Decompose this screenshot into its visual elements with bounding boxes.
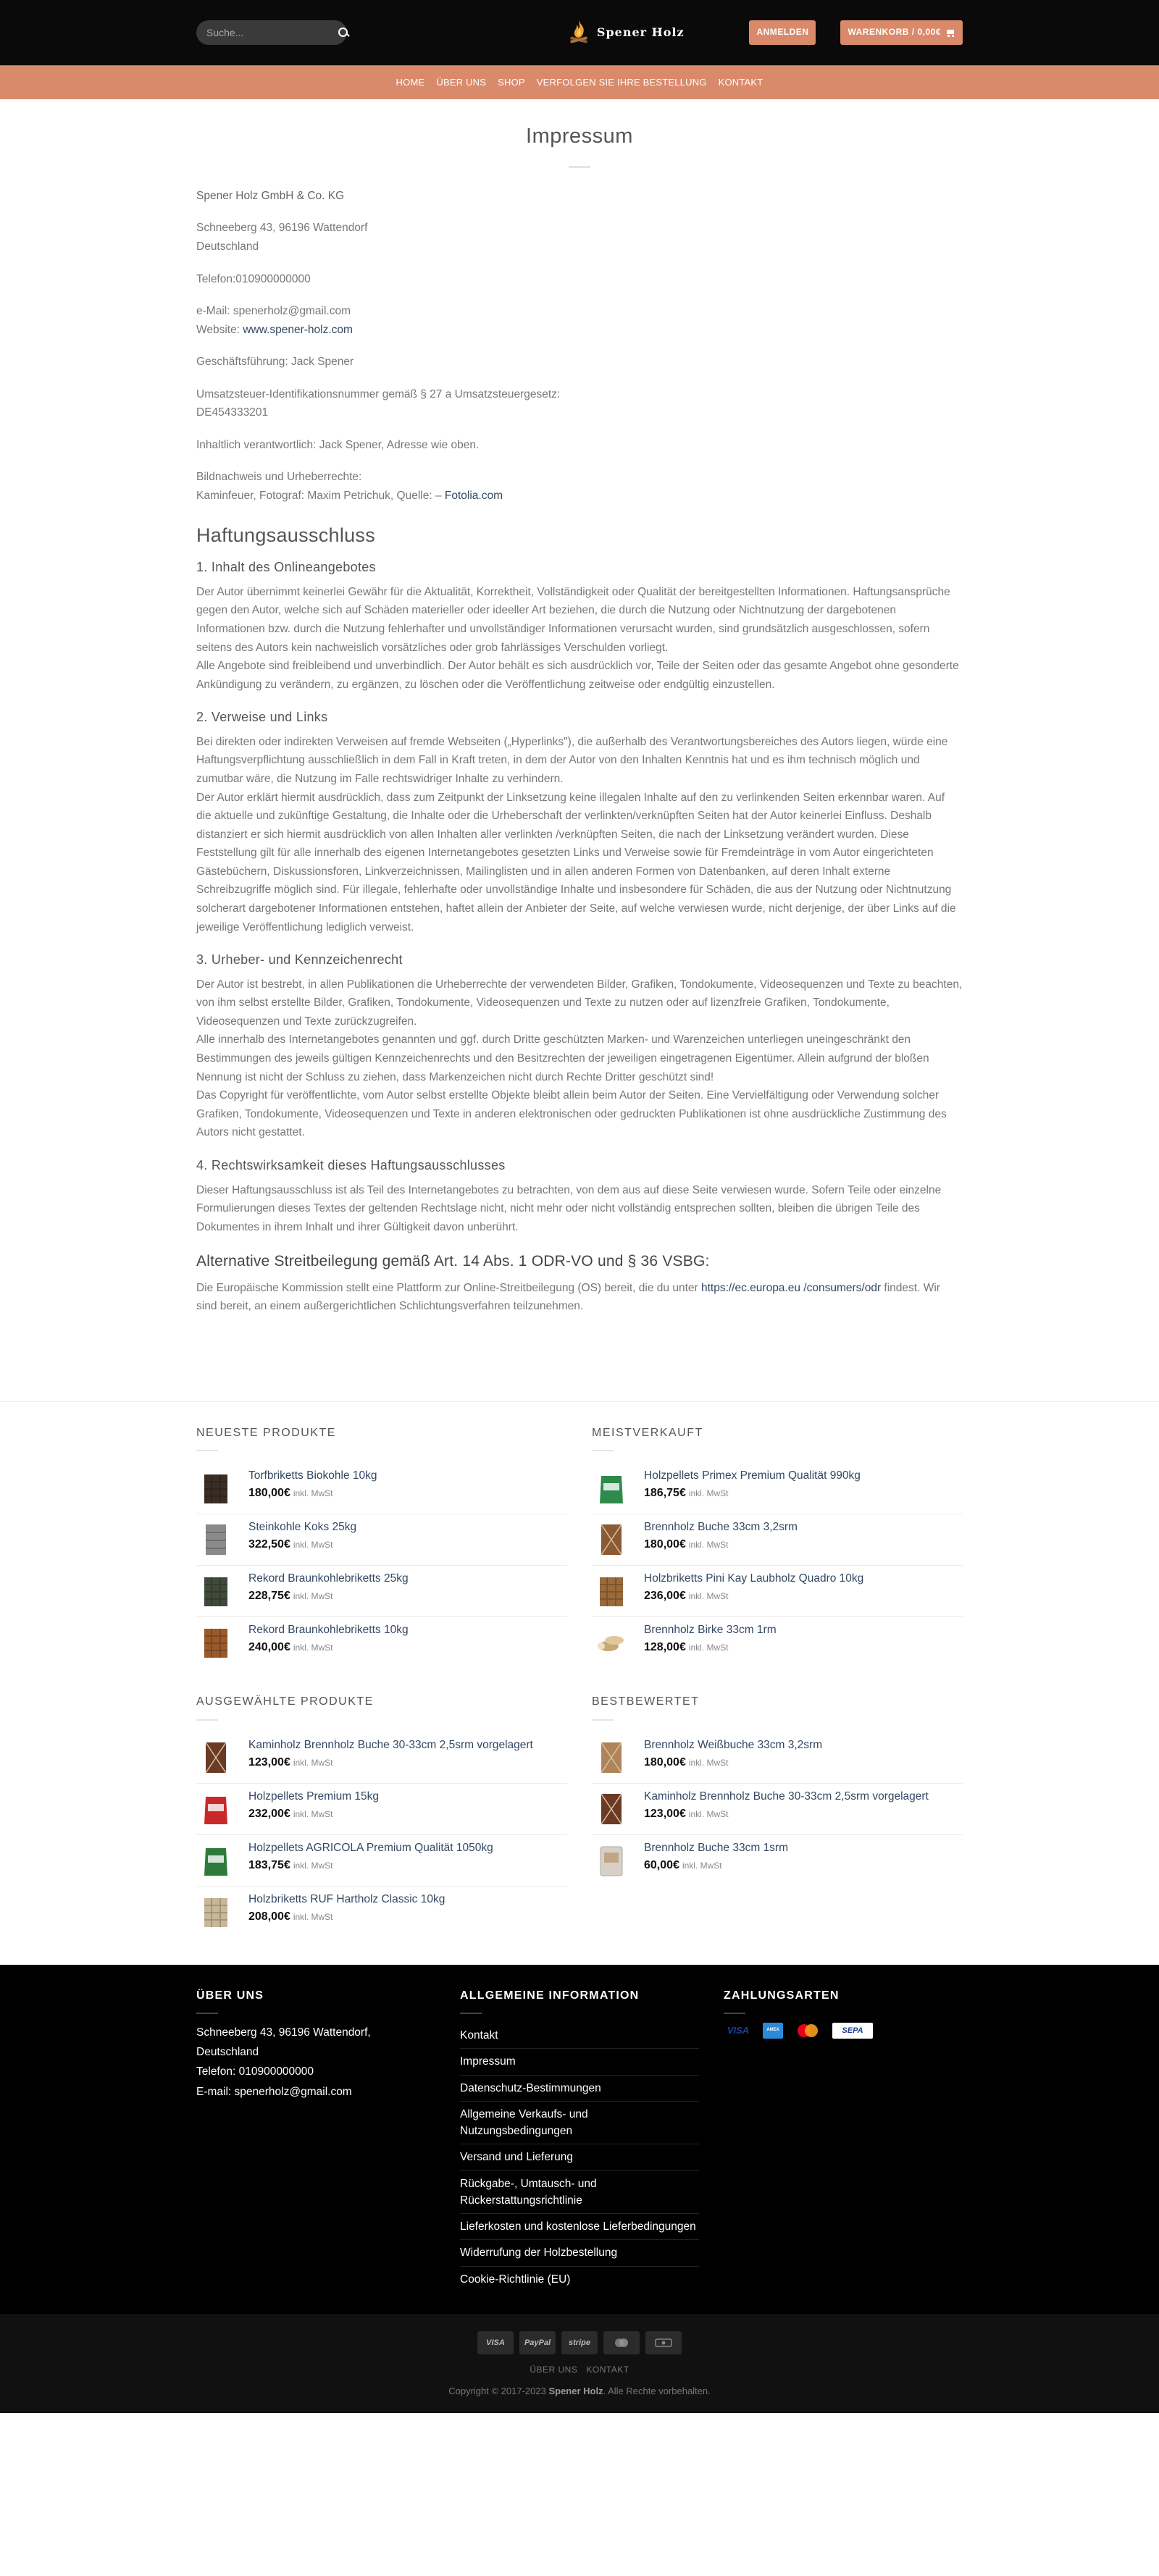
section-1-para-1: Der Autor übernimmt keinerlei Gewähr für die Aktualität, Korrektheit, Vollständigkeit oder Qualität der bereitgestellten Informationen. Haftungsansprüche gegen den Autor, welche sich auf Schäden materieller oder ideeller Art beziehen, die durch die Nutzung oder Nichtnutzung der dargebotenen Informationen bzw. durch die Nutzung fehlerhafter und unvollständiger Informationen verursacht wurden, sind grundsätzlich ausgeschlossen, sofern seitens des Autors kein nachweislich vorsätzliches oder grob fahrlässiges Verschulden vorliegt. — [196, 585, 950, 654]
section-3-para-2: Alle innerhalb des Internetangebotes genannten und ggf. durch Dritte geschützten Marken- und Warenzeichen unterliegen uneingeschränkt den Bestimmungen des jeweils gültigen Kennzeichenrechts und den Besitzrechten der jeweiligen eingetragenen Eigentümer. Allein aufgrund der bloßen Nennung ist nicht der Schluss zu ziehen, dass Markenzeichen nicht durch Rechte Dritter geschützt sind! — [196, 1033, 929, 1083]
product-item[interactable] — [592, 1732, 963, 1784]
product-name[interactable]: Brennholz Weißbuche 33cm 3,2srm — [644, 1738, 823, 1751]
product-item[interactable] — [592, 1784, 963, 1835]
product-thumbnail[interactable] — [592, 1572, 631, 1611]
firewood-bag-icon — [595, 1842, 627, 1879]
price-value: 180,00€ — [644, 1538, 686, 1551]
price-value: 60,00€ — [644, 1858, 679, 1871]
nav-contact[interactable]: KONTAKT — [718, 77, 763, 88]
product-thumbnail[interactable] — [196, 1841, 235, 1880]
page-title: Impressum — [526, 125, 633, 148]
campfire-logo-icon — [568, 19, 590, 46]
footer-bottom — [0, 2314, 1159, 2413]
image-credits-text: Kaminfeuer, Fotograf: Maxim Petrichuk, Quelle: – — [196, 490, 445, 503]
product-name[interactable]: Torfbriketts Biokohle 10kg — [248, 1469, 377, 1482]
briquette-pallet-icon — [200, 1573, 232, 1609]
section-3-heading: 3. Urheber- und Kennzeichenrecht — [196, 952, 403, 968]
copyright — [0, 2383, 1159, 2399]
alt-dispute-text — [196, 1279, 963, 1316]
product-widgets — [0, 1401, 1159, 1937]
product-name[interactable]: Holzbriketts RUF Hartholz Classic 10kg — [248, 1892, 445, 1905]
stripe-icon: stripe — [561, 2331, 598, 2354]
product-thumbnail[interactable] — [592, 1841, 631, 1880]
cash-on-delivery-icon — [645, 2331, 682, 2354]
footer-address: Schneeberg 43, 96196 Wattendorf, Deutschland — [196, 2026, 371, 2059]
section-2-para-2: Der Autor erklärt hiermit ausdrücklich, dass zum Zeitpunkt der Linksetzung keine illegalen Inhalte auf den zu verlinkenden Seiten erkennbar waren. Auf die aktuelle und zukünftige Gestaltung, die Inhalte oder die Urheberschaft der verlinkten/verknüpften Seiten hat der Autor keinerlei Einfluss. Deshalb distanziert er sich hiermit ausdrücklich von allen Inhalten aller verlinkten /verknüpften Seiten, die nach der Linksetzung verändert wurden. Diese Feststellung gilt für alle innerhalb des eigenen Internetangebotes gesetzten Links und Verweise sowie für Fremdeinträge in vom Autor eingerichteten Gästebüchern, Diskussionsforen, Linkverzeichnissen, Mailinglisten und in allen anderen Formen von Datenbanken, auf deren Inhalt externe Schreibzugriffe möglich sind. Für illegale, fehlerhafte oder unvollständige Inhalte und insbesondere für Schäden, die aus der Nutzung oder Nichtnutzung solcherart dargebotener Informationen entstehen, haftet allein der Anbieter der Seite, auf welche verwiesen wurde, nicht derjenige, der über Links auf die jeweilige Veröffentlichung lediglich verweist. — [196, 791, 956, 934]
odr-link[interactable]: https://ec.europa.eu /consumers/odr — [700, 1281, 882, 1294]
footer-info-link[interactable]: Allgemeine Verkaufs- und Nutzungsbedingungen — [460, 2102, 699, 2145]
firewood-crate-icon — [595, 1740, 627, 1776]
address-line-1: Schneeberg 43, 96196 Wattendorf — [196, 222, 368, 235]
toprated-products-heading: BESTBEWERTET — [592, 1695, 700, 1708]
pellet-bag-icon — [200, 1791, 232, 1827]
vat-label: Umsatzsteuer-Identifikationsnummer gemäß § 27 a Umsatzsteuergesetz: — [196, 387, 561, 400]
email-text: e-Mail: spenerholz@gmail.com — [196, 305, 351, 318]
section-3-para-1: Der Autor ist bestrebt, in allen Publikationen die Urheberrechte der verwendeten Bilder, Grafiken, Tondokumente, Videosequenzen und Texte zu beachten, von ihm selbst erstellte Bilder, Grafiken, Tondokumente, Videosequenzen und Texte zu nutzen oder auf lizenzfreie Grafiken, Tondokumente, Videosequenzen und Texte zurückzugreifen. — [196, 978, 963, 1028]
product-price — [644, 1638, 777, 1657]
product-item[interactable] — [196, 1835, 567, 1887]
company-name: Spener Holz GmbH & Co. KG — [196, 189, 345, 202]
price-value: 128,00€ — [644, 1641, 686, 1654]
section-1-para-2: Alle Angebote sind freibleibend und unverbindlich. Der Autor behält es sich ausdrücklich vor, Teile der Seiten oder das gesamte Angebot ohne gesonderte Ankündigung zu verändern, zu ergänzen, zu löschen oder die Veröffentlichung zeitweise oder endgültig einzustellen. — [196, 660, 959, 691]
product-name[interactable]: Brennholz Birke 33cm 1rm — [644, 1624, 777, 1637]
footer-info-link[interactable]: Kontakt — [460, 2023, 699, 2049]
product-name[interactable]: Holzpellets Premium 15kg — [248, 1790, 380, 1803]
toprated-products — [592, 1692, 963, 1937]
product-price — [644, 1484, 861, 1503]
bestseller-products-heading: MEISTVERKAUFT — [592, 1426, 703, 1439]
section-2-heading: 2. Verweise und Links — [196, 710, 328, 725]
phone-text: Telefon:010900000000 — [196, 272, 311, 285]
birch-logs-icon — [595, 1624, 627, 1661]
top-bar — [0, 0, 1159, 65]
nav-home[interactable]: HOME — [396, 77, 425, 88]
product-price — [644, 1587, 863, 1606]
copyright-brand: Spener Holz — [548, 2385, 603, 2396]
nav-shop[interactable]: SHOP — [498, 77, 525, 88]
product-item[interactable] — [592, 1617, 963, 1668]
section-4-heading: 4. Rechtswirksamkeit dieses Haftungsausschlusses — [196, 1157, 506, 1172]
product-thumbnail[interactable] — [196, 1469, 235, 1508]
copyright-suffix: . Alle Rechte vorbehalten. — [603, 2385, 711, 2396]
product-name[interactable]: Holzpellets AGRICOLA Premium Qualität 1050kg — [248, 1841, 493, 1854]
cart-label: WARENKORB / 0,00€ — [848, 27, 941, 38]
fotolia-link[interactable]: Fotolia.com — [444, 490, 503, 503]
product-thumbnail[interactable] — [196, 1892, 235, 1931]
price-value: 322,50€ — [248, 1538, 290, 1551]
featured-products-heading: AUSGEWÄHLTE PRODUKTE — [196, 1695, 374, 1708]
price-value: 123,00€ — [248, 1755, 290, 1769]
bestseller-products — [592, 1424, 963, 1668]
newest-products-heading: NEUESTE PRODUKTE — [196, 1426, 336, 1439]
contact-block — [196, 302, 963, 339]
product-item[interactable] — [196, 1784, 567, 1835]
product-name[interactable]: Brennholz Buche 33cm 1srm — [644, 1841, 789, 1854]
firewood-crate-icon — [595, 1522, 627, 1558]
footer-info-link[interactable]: Lieferkosten und kostenlose Lieferbedingungen — [460, 2214, 699, 2240]
tax-note: inkl. MwSt — [688, 1642, 729, 1653]
product-name[interactable]: Brennholz Buche 33cm 3,2srm — [644, 1521, 798, 1534]
section-4-text: Dieser Haftungsausschluss ist als Teil des Internetangebotes zu betrachten, von dem aus auf diese Seite verwiesen wurde. Sofern Teile oder einzelne Formulierungen dieses Textes der geltenden Rechtslage nicht, nicht mehr oder nicht vollständig entsprechen sollten, bleiben die übrigen Teile des Dokumentes in ihrem Inhalt und ihrer Gültigkeit davon unberührt. — [196, 1183, 942, 1233]
pellet-bag-icon — [595, 1470, 627, 1506]
product-item[interactable] — [196, 1514, 567, 1566]
responsible-text: Inhaltlich verantwortlich: Jack Spener, Adresse wie oben. — [196, 438, 480, 451]
cart-icon — [945, 28, 955, 37]
tax-note: inkl. MwSt — [688, 1808, 729, 1819]
title-divider — [569, 166, 590, 168]
mastercard-icon — [603, 2331, 640, 2354]
tax-note: inkl. MwSt — [688, 1540, 729, 1551]
price-value: 240,00€ — [248, 1641, 290, 1654]
briquette-pallet-icon — [200, 1894, 232, 1930]
firewood-crate-icon — [200, 1740, 232, 1776]
pellet-bag-icon — [200, 1842, 232, 1879]
footer-info — [460, 1986, 699, 2292]
section-1-text — [196, 583, 963, 694]
product-price — [248, 1753, 533, 1772]
product-name[interactable]: Rekord Braunkohlebriketts 10kg — [248, 1624, 409, 1637]
disclaimer-heading: Haftungsausschluss — [196, 524, 376, 546]
price-value: 208,00€ — [248, 1910, 290, 1923]
divider — [592, 1450, 614, 1451]
footer-info-link[interactable]: Datenschutz-Bestimmungen — [460, 2076, 699, 2102]
product-thumbnail[interactable] — [592, 1738, 631, 1777]
amex-icon — [763, 2023, 783, 2039]
footer-phone: Telefon: 010900000000 — [196, 2065, 314, 2078]
visa-icon: VISA — [727, 2025, 750, 2036]
product-price — [248, 1908, 445, 1926]
website-label: Website: — [196, 323, 243, 336]
tax-note: inkl. MwSt — [293, 1591, 333, 1602]
divider — [460, 2013, 482, 2014]
divider — [196, 1719, 218, 1721]
briquette-pallet-icon — [595, 1573, 627, 1609]
copyright-prefix: Copyright © 2017-2023 — [448, 2385, 549, 2396]
footer-info-link[interactable]: Rückgabe-, Umtausch- und Rückerstattungsrichtlinie — [460, 2171, 699, 2215]
address-line-2: Deutschland — [196, 240, 259, 253]
sepa-label: SEPA — [842, 2026, 863, 2036]
footer-info-heading: ALLGEMEINE INFORMATION — [460, 1989, 640, 2002]
price-value: 236,00€ — [644, 1590, 686, 1603]
product-thumbnail[interactable] — [196, 1738, 235, 1777]
tax-note: inkl. MwSt — [293, 1911, 333, 1922]
address-block — [196, 219, 963, 256]
product-item[interactable] — [592, 1514, 963, 1566]
site-header — [0, 0, 1159, 99]
footer-about-heading: ÜBER UNS — [196, 1989, 264, 2002]
paypal-icon: PayPal — [519, 2331, 556, 2354]
section-2-para-1: Bei direkten oder indirekten Verweisen auf fremde Webseiten („Hyperlinks"), die außerhalb des Verantwortungsbereiches des Autors liegen, würde eine Haftungsverpflichtung ausschließlich in dem Fall in Kraft treten, in dem der Autor von den Inhalten Kenntnis hat und es ihm technisch möglich und zumutbar wäre, die Nutzung im Falle rechtswidriger Inhalte zu verhindern. — [196, 735, 948, 786]
divider — [196, 1450, 218, 1451]
vat-block — [196, 385, 963, 422]
bottom-link-contact[interactable]: KONTAKT — [586, 2364, 629, 2375]
product-thumbnail[interactable] — [196, 1572, 235, 1611]
search-input[interactable] — [206, 27, 338, 38]
product-name[interactable]: Rekord Braunkohlebriketts 25kg — [248, 1572, 409, 1585]
divider — [724, 2013, 745, 2014]
product-price — [248, 1638, 409, 1657]
product-item[interactable] — [592, 1566, 963, 1617]
price-value: 180,00€ — [644, 1755, 686, 1769]
vat-id: DE454333201 — [196, 406, 269, 419]
bottom-link-about[interactable]: ÜBER UNS — [530, 2364, 578, 2375]
footer-info-link[interactable]: Widerrufung der Holzbestellung — [460, 2240, 699, 2266]
tax-note: inkl. MwSt — [293, 1642, 333, 1653]
section-1-heading: 1. Inhalt des Onlineangebotes — [196, 560, 376, 575]
price-value: 228,75€ — [248, 1590, 290, 1603]
product-thumbnail[interactable] — [196, 1790, 235, 1829]
product-price — [644, 1856, 788, 1875]
search-box[interactable] — [196, 20, 347, 45]
product-thumbnail[interactable] — [592, 1623, 631, 1662]
logo-text: Spener Holz — [596, 25, 685, 39]
price-value: 232,00€ — [248, 1807, 290, 1820]
product-price — [248, 1587, 409, 1606]
sepa-icon — [832, 2023, 873, 2039]
product-price — [248, 1484, 377, 1503]
footer-payment-heading: ZAHLUNGSARTEN — [724, 1989, 840, 2002]
product-name[interactable]: Holzbriketts Pini Kay Laubholz Quadro 10kg — [644, 1572, 864, 1585]
price-value: 183,75€ — [248, 1858, 290, 1871]
mastercard-icon — [793, 2023, 822, 2039]
product-item[interactable] — [196, 1732, 567, 1784]
nav-track-order[interactable]: VERFOLGEN SIE IHRE BESTELLUNG — [536, 77, 707, 88]
tax-note: inkl. MwSt — [293, 1540, 333, 1551]
website-link[interactable]: www.spener-holz.com — [243, 323, 353, 336]
product-price — [644, 1535, 798, 1554]
price-value: 123,00€ — [644, 1807, 686, 1820]
product-name[interactable]: Kaminholz Brennholz Buche 30-33cm 2,5srm vorgelagert — [248, 1738, 533, 1751]
product-item[interactable] — [196, 1566, 567, 1617]
tax-note: inkl. MwSt — [688, 1591, 729, 1602]
product-thumbnail[interactable] — [592, 1520, 631, 1559]
image-credits-label: Bildnachweis und Urheberrechte: — [196, 471, 362, 484]
tax-note: inkl. MwSt — [688, 1488, 729, 1499]
firewood-crate-icon — [595, 1791, 627, 1827]
featured-products — [196, 1692, 567, 1937]
price-value: 186,75€ — [644, 1487, 686, 1500]
product-price — [248, 1856, 493, 1875]
main-nav — [0, 65, 1159, 99]
product-name[interactable]: Holzpellets Primex Premium Qualität 990kg — [644, 1469, 861, 1482]
coal-bag-icon — [200, 1522, 232, 1558]
product-price — [644, 1753, 822, 1772]
section-2-text — [196, 733, 963, 936]
product-item[interactable] — [196, 1617, 567, 1668]
product-thumbnail[interactable] — [196, 1623, 235, 1662]
section-3-para-3: Das Copyright für veröffentlichte, vom Autor selbst erstellte Objekte bleibt allein beim Autor der Seiten. Eine Vervielfältigung oder Verwendung solcher Grafiken, Tondokumente, Videosequenzen und Texte in anderen elektronischen oder gedruckten Publikationen ist ohne ausdrückliche Zustimmung des Autors nicht gestattet. — [196, 1089, 947, 1139]
login-button[interactable]: ANMELDEN — [749, 20, 816, 45]
product-price — [644, 1805, 929, 1824]
main-content — [0, 119, 1159, 1316]
product-thumbnail[interactable] — [592, 1790, 631, 1829]
tax-note: inkl. MwSt — [293, 1488, 333, 1499]
product-item[interactable] — [196, 1463, 567, 1514]
newest-products — [196, 1424, 567, 1668]
image-credits-block — [196, 468, 963, 505]
footer-info-link[interactable]: Cookie-Richtlinie (EU) — [460, 2273, 571, 2286]
section-3-text — [196, 976, 963, 1142]
management-text: Geschäftsführung: Jack Spener — [196, 356, 354, 369]
briquette-stack-icon — [200, 1470, 232, 1506]
product-thumbnail[interactable] — [196, 1520, 235, 1559]
product-item[interactable] — [592, 1463, 963, 1514]
tax-note: inkl. MwSt — [293, 1808, 333, 1819]
price-value: 180,00€ — [248, 1487, 290, 1500]
briquette-pallet-icon — [200, 1624, 232, 1661]
footer-email: E-mail: spenerholz@gmail.com — [196, 2085, 352, 2098]
tax-note: inkl. MwSt — [293, 1860, 333, 1871]
visa-icon: VISA — [477, 2331, 514, 2354]
site-footer — [0, 1965, 1159, 2413]
tax-note: inkl. MwSt — [293, 1757, 333, 1768]
nav-about[interactable]: ÜBER UNS — [436, 77, 487, 88]
amex-label: AMEX — [766, 2028, 779, 2033]
footer-info-link[interactable]: Versand und Lieferung — [460, 2144, 699, 2170]
alt-dispute-suffix: findest. Wir sind bereit, an einem außergerichtlichen Schlichtungsverfahren teilzunehmen. — [196, 1281, 940, 1313]
footer-payment — [724, 1986, 963, 2292]
footer-info-link[interactable]: Impressum — [460, 2049, 699, 2075]
product-name[interactable]: Steinkohle Koks 25kg — [248, 1521, 357, 1534]
product-price — [248, 1535, 356, 1554]
footer-about — [196, 1986, 435, 2292]
product-item[interactable] — [196, 1887, 567, 1937]
product-thumbnail[interactable] — [592, 1469, 631, 1508]
cart-button[interactable] — [840, 20, 963, 45]
tax-note: inkl. MwSt — [682, 1860, 722, 1871]
alt-dispute-heading: Alternative Streitbeilegung gemäß Art. 14 Abs. 1 ODR-VO und § 36 VSBG: — [196, 1253, 710, 1270]
product-price — [248, 1805, 379, 1824]
product-name[interactable]: Kaminholz Brennholz Buche 30-33cm 2,5srm vorgelagert — [644, 1790, 929, 1803]
product-item[interactable] — [592, 1835, 963, 1886]
divider — [196, 2013, 218, 2014]
alt-dispute-prefix: Die Europäische Kommission stellt eine Plattform zur Online-Streitbeilegung (OS) bereit, die du unter — [196, 1281, 701, 1294]
tax-note: inkl. MwSt — [688, 1757, 729, 1768]
divider — [592, 1719, 614, 1721]
site-logo[interactable] — [568, 19, 685, 46]
